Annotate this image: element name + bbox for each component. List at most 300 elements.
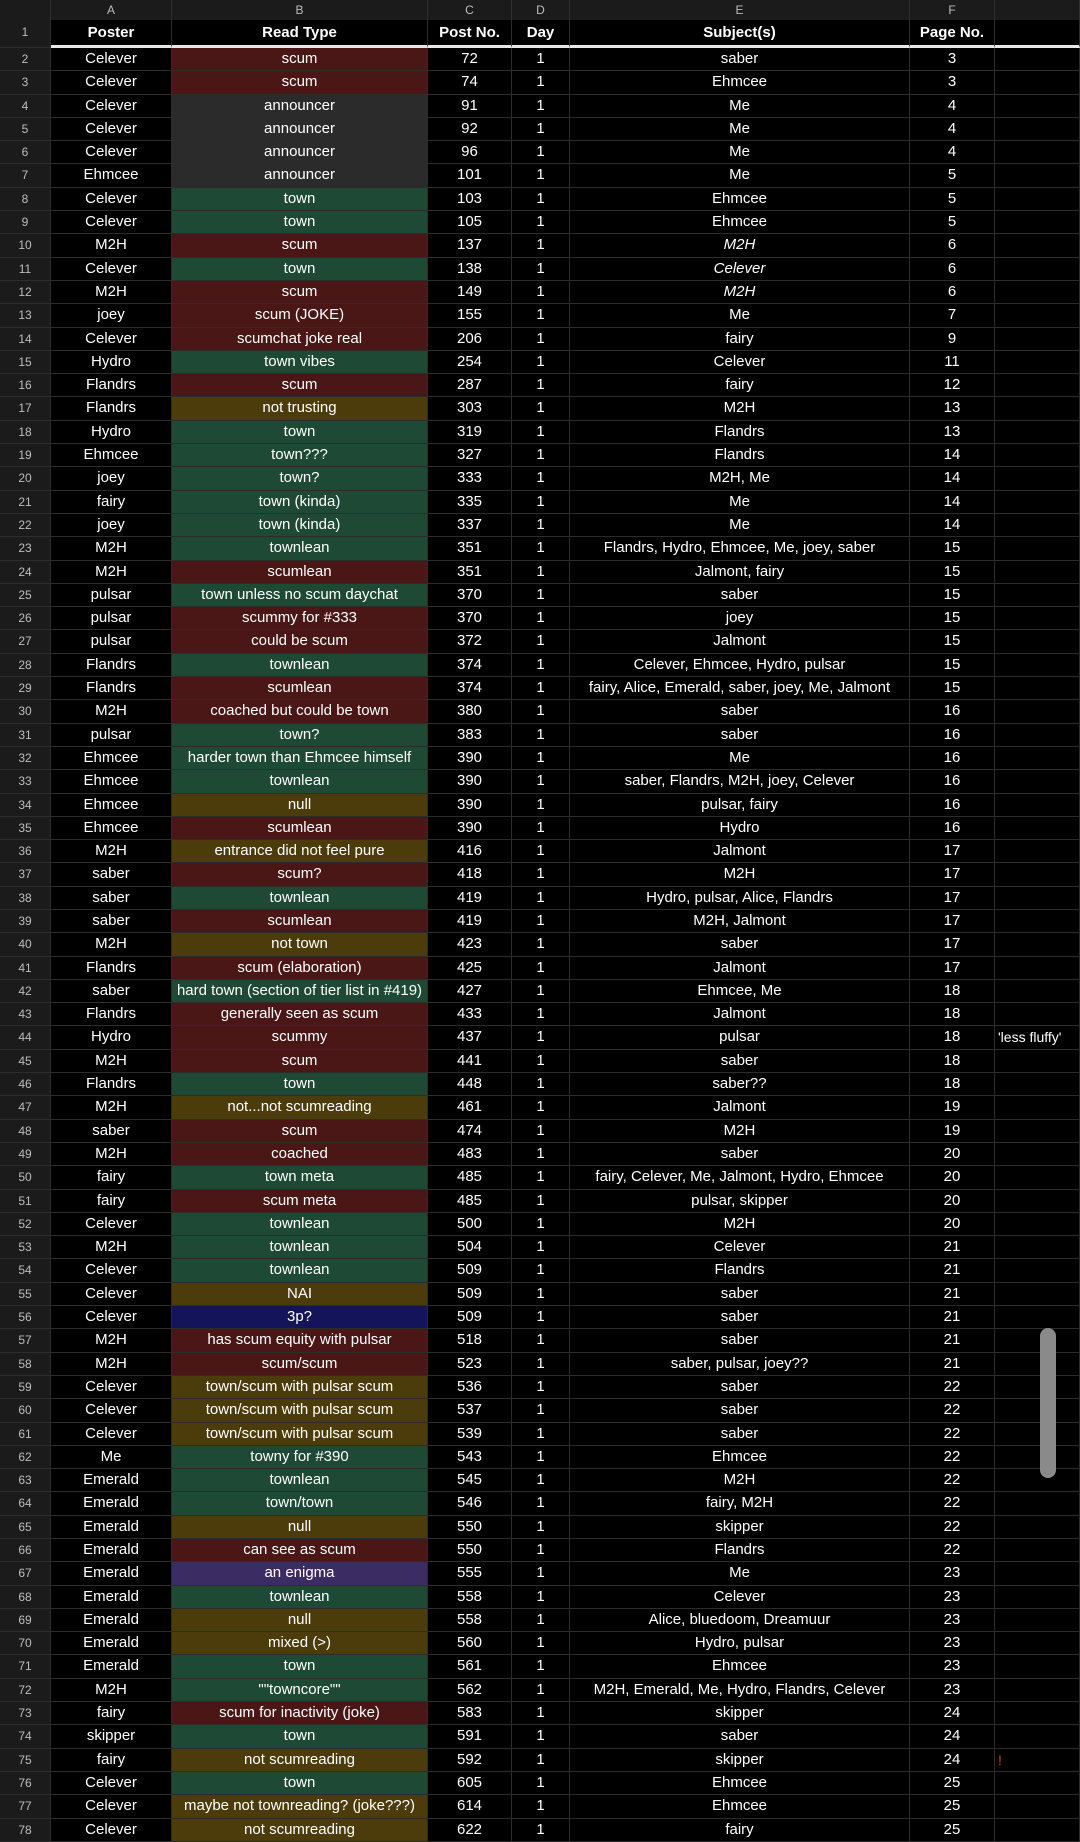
cell-post-no[interactable]: 485 (428, 1166, 512, 1189)
cell-post-no[interactable]: 287 (428, 374, 512, 397)
cell-day[interactable]: 1 (512, 910, 570, 933)
cell-read-type[interactable]: townlean (172, 1586, 428, 1609)
cell-read-type[interactable]: scum (JOKE) (172, 304, 428, 327)
cell-page-no[interactable]: 23 (910, 1586, 995, 1609)
cell-read-type[interactable]: an enigma (172, 1562, 428, 1585)
cell-poster[interactable]: saber (51, 1120, 172, 1143)
cell-subjects[interactable]: saber (570, 1283, 910, 1306)
cell-extra[interactable] (995, 654, 1080, 677)
cell-poster[interactable]: Celever (51, 1819, 172, 1842)
cell-read-type[interactable]: scum? (172, 863, 428, 886)
row-number[interactable]: 78 (0, 1819, 51, 1842)
cell-post-no[interactable]: 105 (428, 211, 512, 234)
cell-subjects[interactable]: Jalmont (570, 1096, 910, 1119)
row-number[interactable]: 22 (0, 514, 51, 537)
cell-day[interactable]: 1 (512, 1492, 570, 1515)
cell-post-no[interactable]: 605 (428, 1772, 512, 1795)
cell-subjects[interactable]: pulsar, fairy (570, 794, 910, 817)
cell-page-no[interactable]: 22 (910, 1423, 995, 1446)
cell-extra[interactable] (995, 491, 1080, 514)
cell-poster[interactable]: joey (51, 304, 172, 327)
cell-poster[interactable]: Hydro (51, 1026, 172, 1049)
cell-extra[interactable] (995, 1236, 1080, 1259)
cell-page-no[interactable]: 12 (910, 374, 995, 397)
cell-day[interactable]: 1 (512, 1026, 570, 1049)
cell-extra[interactable] (995, 747, 1080, 770)
cell-post-no[interactable]: 509 (428, 1283, 512, 1306)
cell-extra[interactable] (995, 188, 1080, 211)
cell-read-type[interactable]: town (172, 258, 428, 281)
cell-day[interactable]: 1 (512, 1399, 570, 1422)
row-number[interactable]: 41 (0, 957, 51, 980)
cell-day[interactable]: 1 (512, 1306, 570, 1329)
cell-read-type[interactable]: town? (172, 724, 428, 747)
cell-day[interactable]: 1 (512, 817, 570, 840)
cell-post-no[interactable]: 92 (428, 118, 512, 141)
cell-poster[interactable]: saber (51, 863, 172, 886)
cell-subjects[interactable]: saber (570, 1423, 910, 1446)
cell-day[interactable]: 1 (512, 351, 570, 374)
cell-page-no[interactable]: 17 (910, 887, 995, 910)
column-header-f[interactable]: F (910, 0, 995, 20)
row-number[interactable]: 50 (0, 1166, 51, 1189)
row-number[interactable]: 43 (0, 1003, 51, 1026)
cell-post-no[interactable]: 380 (428, 700, 512, 723)
cell-post-no[interactable]: 390 (428, 817, 512, 840)
cell-extra[interactable] (995, 1399, 1080, 1422)
cell-day[interactable]: 1 (512, 1143, 570, 1166)
cell-post-no[interactable]: 546 (428, 1492, 512, 1515)
cell-extra[interactable] (995, 1120, 1080, 1143)
cell-read-type[interactable]: town (172, 1772, 428, 1795)
cell-page-no[interactable]: 14 (910, 491, 995, 514)
cell-post-no[interactable]: 206 (428, 328, 512, 351)
cell-day[interactable]: 1 (512, 1190, 570, 1213)
cell-page-no[interactable]: 6 (910, 234, 995, 257)
cell-poster[interactable]: Me (51, 1446, 172, 1469)
row-number[interactable]: 18 (0, 421, 51, 444)
cell-extra[interactable] (995, 234, 1080, 257)
cell-post-no[interactable]: 474 (428, 1120, 512, 1143)
cell-post-no[interactable]: 74 (428, 71, 512, 94)
cell-read-type[interactable]: null (172, 794, 428, 817)
cell-subjects[interactable]: M2H (570, 863, 910, 886)
cell-post-no[interactable]: 383 (428, 724, 512, 747)
cell-read-type[interactable]: announcer (172, 141, 428, 164)
cell-poster[interactable]: saber (51, 910, 172, 933)
header-cell-post-no[interactable]: Post No. (428, 20, 512, 48)
cell-read-type[interactable]: coached but could be town (172, 700, 428, 723)
cell-day[interactable]: 1 (512, 1446, 570, 1469)
cell-extra[interactable] (995, 817, 1080, 840)
cell-poster[interactable]: M2H (51, 700, 172, 723)
cell-day[interactable]: 1 (512, 164, 570, 187)
cell-subjects[interactable]: Flandrs (570, 1259, 910, 1282)
cell-post-no[interactable]: 427 (428, 980, 512, 1003)
cell-day[interactable]: 1 (512, 770, 570, 793)
cell-day[interactable]: 1 (512, 491, 570, 514)
cell-day[interactable]: 1 (512, 1236, 570, 1259)
cell-extra[interactable] (995, 71, 1080, 94)
cell-extra[interactable] (995, 1516, 1080, 1539)
cell-post-no[interactable]: 485 (428, 1190, 512, 1213)
cell-day[interactable]: 1 (512, 444, 570, 467)
cell-read-type[interactable]: scum (172, 281, 428, 304)
row-number[interactable]: 11 (0, 258, 51, 281)
cell-day[interactable]: 1 (512, 48, 570, 71)
row-number[interactable]: 65 (0, 1516, 51, 1539)
cell-day[interactable]: 1 (512, 397, 570, 420)
cell-subjects[interactable]: Me (570, 514, 910, 537)
cell-day[interactable]: 1 (512, 1166, 570, 1189)
cell-day[interactable]: 1 (512, 1423, 570, 1446)
cell-extra[interactable] (995, 48, 1080, 71)
cell-page-no[interactable]: 21 (910, 1329, 995, 1352)
cell-extra[interactable] (995, 933, 1080, 956)
cell-subjects[interactable]: M2H, Jalmont (570, 910, 910, 933)
cell-subjects[interactable]: saber (570, 1329, 910, 1352)
cell-poster[interactable]: Celever (51, 71, 172, 94)
cell-poster[interactable]: Celever (51, 211, 172, 234)
row-number[interactable]: 64 (0, 1492, 51, 1515)
cell-subjects[interactable]: Me (570, 491, 910, 514)
cell-extra[interactable] (995, 1306, 1080, 1329)
cell-extra[interactable] (995, 630, 1080, 653)
cell-page-no[interactable]: 23 (910, 1655, 995, 1678)
row-number[interactable]: 73 (0, 1702, 51, 1725)
cell-subjects[interactable]: skipper (570, 1702, 910, 1725)
cell-extra[interactable] (995, 374, 1080, 397)
cell-page-no[interactable]: 4 (910, 141, 995, 164)
cell-day[interactable]: 1 (512, 1050, 570, 1073)
cell-page-no[interactable]: 23 (910, 1562, 995, 1585)
cell-read-type[interactable]: scum (elaboration) (172, 957, 428, 980)
cell-post-no[interactable]: 523 (428, 1353, 512, 1376)
cell-post-no[interactable]: 483 (428, 1143, 512, 1166)
cell-read-type[interactable]: town/town (172, 1492, 428, 1515)
cell-poster[interactable]: pulsar (51, 607, 172, 630)
cell-day[interactable]: 1 (512, 1749, 570, 1772)
cell-read-type[interactable]: not scumreading (172, 1749, 428, 1772)
cell-subjects[interactable]: Ehmcee (570, 1795, 910, 1818)
cell-read-type[interactable]: town (172, 421, 428, 444)
cell-read-type[interactable]: scum (172, 71, 428, 94)
cell-page-no[interactable]: 24 (910, 1749, 995, 1772)
row-number[interactable]: 40 (0, 933, 51, 956)
cell-subjects[interactable]: Ehmcee (570, 211, 910, 234)
cell-subjects[interactable]: Me (570, 304, 910, 327)
cell-read-type[interactable]: townlean (172, 1213, 428, 1236)
cell-post-no[interactable]: 418 (428, 863, 512, 886)
cell-post-no[interactable]: 327 (428, 444, 512, 467)
cell-poster[interactable]: M2H (51, 1143, 172, 1166)
cell-page-no[interactable]: 22 (910, 1469, 995, 1492)
row-number[interactable]: 45 (0, 1050, 51, 1073)
column-header-c[interactable]: C (428, 0, 512, 20)
cell-extra[interactable] (995, 258, 1080, 281)
cell-extra[interactable] (995, 607, 1080, 630)
cell-extra[interactable] (995, 1003, 1080, 1026)
cell-read-type[interactable]: has scum equity with pulsar (172, 1329, 428, 1352)
cell-subjects[interactable]: saber, Flandrs, M2H, joey, Celever (570, 770, 910, 793)
cell-page-no[interactable]: 17 (910, 840, 995, 863)
cell-read-type[interactable]: town (172, 1725, 428, 1748)
cell-read-type[interactable]: town vibes (172, 351, 428, 374)
cell-page-no[interactable]: 23 (910, 1609, 995, 1632)
cell-page-no[interactable]: 4 (910, 118, 995, 141)
cell-read-type[interactable]: townlean (172, 1236, 428, 1259)
cell-poster[interactable]: Emerald (51, 1539, 172, 1562)
cell-extra[interactable] (995, 1073, 1080, 1096)
cell-post-no[interactable]: 504 (428, 1236, 512, 1259)
cell-poster[interactable]: Flandrs (51, 397, 172, 420)
cell-poster[interactable]: M2H (51, 1329, 172, 1352)
cell-post-no[interactable]: 351 (428, 537, 512, 560)
cell-poster[interactable]: Ehmcee (51, 747, 172, 770)
cell-page-no[interactable]: 5 (910, 164, 995, 187)
cell-day[interactable]: 1 (512, 1353, 570, 1376)
row-number[interactable]: 35 (0, 817, 51, 840)
cell-post-no[interactable]: 372 (428, 630, 512, 653)
cell-post-no[interactable]: 333 (428, 467, 512, 490)
cell-page-no[interactable]: 16 (910, 794, 995, 817)
cell-read-type[interactable]: townlean (172, 1469, 428, 1492)
cell-read-type[interactable]: null (172, 1516, 428, 1539)
cell-post-no[interactable]: 72 (428, 48, 512, 71)
header-cell-page-no[interactable]: Page No. (910, 20, 995, 48)
cell-page-no[interactable]: 24 (910, 1702, 995, 1725)
cell-day[interactable]: 1 (512, 1283, 570, 1306)
cell-poster[interactable]: Emerald (51, 1469, 172, 1492)
row-number[interactable]: 25 (0, 584, 51, 607)
cell-day[interactable]: 1 (512, 1120, 570, 1143)
cell-page-no[interactable]: 14 (910, 444, 995, 467)
cell-read-type[interactable]: scummy (172, 1026, 428, 1049)
cell-page-no[interactable]: 15 (910, 677, 995, 700)
cell-subjects[interactable]: saber (570, 1306, 910, 1329)
row-number[interactable]: 12 (0, 281, 51, 304)
cell-post-no[interactable]: 103 (428, 188, 512, 211)
cell-subjects[interactable]: fairy, M2H (570, 1492, 910, 1515)
cell-read-type[interactable]: mixed (>) (172, 1632, 428, 1655)
row-number[interactable]: 70 (0, 1632, 51, 1655)
cell-subjects[interactable]: saber (570, 700, 910, 723)
cell-subjects[interactable]: fairy (570, 1819, 910, 1842)
cell-read-type[interactable]: town? (172, 467, 428, 490)
cell-page-no[interactable]: 6 (910, 281, 995, 304)
column-header-a[interactable]: A (51, 0, 172, 20)
row-number[interactable]: 7 (0, 164, 51, 187)
cell-subjects[interactable]: saber (570, 1725, 910, 1748)
cell-read-type[interactable]: scumchat joke real (172, 328, 428, 351)
cell-subjects[interactable]: Me (570, 747, 910, 770)
cell-post-no[interactable]: 390 (428, 747, 512, 770)
cell-subjects[interactable]: fairy (570, 374, 910, 397)
header-cell-read-type[interactable]: Read Type (172, 20, 428, 48)
cell-page-no[interactable]: 25 (910, 1772, 995, 1795)
cell-post-no[interactable]: 149 (428, 281, 512, 304)
cell-post-no[interactable]: 96 (428, 141, 512, 164)
cell-subjects[interactable]: Ehmcee (570, 1655, 910, 1678)
cell-day[interactable]: 1 (512, 1609, 570, 1632)
cell-extra[interactable] (995, 957, 1080, 980)
header-cell-day[interactable]: Day (512, 20, 570, 48)
row-number[interactable]: 10 (0, 234, 51, 257)
cell-poster[interactable]: Emerald (51, 1609, 172, 1632)
cell-subjects[interactable]: Celever (570, 1586, 910, 1609)
cell-page-no[interactable]: 14 (910, 514, 995, 537)
cell-subjects[interactable]: M2H (570, 281, 910, 304)
row-number[interactable]: 6 (0, 141, 51, 164)
row-number[interactable]: 63 (0, 1469, 51, 1492)
cell-poster[interactable]: M2H (51, 933, 172, 956)
cell-read-type[interactable]: scum (172, 234, 428, 257)
cell-poster[interactable]: Ehmcee (51, 164, 172, 187)
cell-day[interactable]: 1 (512, 1329, 570, 1352)
cell-extra[interactable] (995, 304, 1080, 327)
cell-post-no[interactable]: 539 (428, 1423, 512, 1446)
cell-poster[interactable]: Celever (51, 1283, 172, 1306)
cell-read-type[interactable]: hard town (section of tier list in #419) (172, 980, 428, 1003)
cell-day[interactable]: 1 (512, 654, 570, 677)
cell-poster[interactable]: pulsar (51, 724, 172, 747)
cell-post-no[interactable]: 335 (428, 491, 512, 514)
cell-subjects[interactable]: Ehmcee (570, 188, 910, 211)
cell-page-no[interactable]: 15 (910, 607, 995, 630)
cell-page-no[interactable]: 16 (910, 817, 995, 840)
cell-read-type[interactable]: maybe not townreading? (joke???) (172, 1795, 428, 1818)
cell-post-no[interactable]: 536 (428, 1376, 512, 1399)
cell-poster[interactable]: skipper (51, 1725, 172, 1748)
cell-post-no[interactable]: 138 (428, 258, 512, 281)
cell-day[interactable]: 1 (512, 933, 570, 956)
cell-poster[interactable]: M2H (51, 281, 172, 304)
cell-subjects[interactable]: M2H (570, 397, 910, 420)
cell-subjects[interactable]: Me (570, 95, 910, 118)
cell-page-no[interactable]: 16 (910, 770, 995, 793)
cell-extra[interactable] (995, 770, 1080, 793)
cell-day[interactable]: 1 (512, 328, 570, 351)
row-number[interactable]: 58 (0, 1353, 51, 1376)
row-number[interactable]: 8 (0, 188, 51, 211)
cell-extra[interactable] (995, 1423, 1080, 1446)
cell-subjects[interactable]: saber, pulsar, joey?? (570, 1353, 910, 1376)
cell-page-no[interactable]: 21 (910, 1236, 995, 1259)
cell-page-no[interactable]: 22 (910, 1539, 995, 1562)
cell-poster[interactable]: Ehmcee (51, 444, 172, 467)
cell-post-no[interactable]: 337 (428, 514, 512, 537)
row-number[interactable]: 44 (0, 1026, 51, 1049)
cell-extra[interactable]: 'less fluffy' (995, 1026, 1080, 1049)
cell-extra[interactable] (995, 514, 1080, 537)
cell-page-no[interactable]: 16 (910, 747, 995, 770)
cell-subjects[interactable]: skipper (570, 1516, 910, 1539)
cell-poster[interactable]: Flandrs (51, 374, 172, 397)
cell-read-type[interactable]: town meta (172, 1166, 428, 1189)
cell-day[interactable]: 1 (512, 1772, 570, 1795)
cell-day[interactable]: 1 (512, 258, 570, 281)
cell-subjects[interactable]: joey (570, 607, 910, 630)
cell-poster[interactable]: Celever (51, 1259, 172, 1282)
cell-read-type[interactable]: towny for #390 (172, 1446, 428, 1469)
cell-page-no[interactable]: 21 (910, 1353, 995, 1376)
cell-page-no[interactable]: 18 (910, 1073, 995, 1096)
cell-subjects[interactable]: fairy (570, 328, 910, 351)
cell-extra[interactable] (995, 1329, 1080, 1352)
cell-day[interactable]: 1 (512, 374, 570, 397)
cell-extra[interactable] (995, 1376, 1080, 1399)
cell-subjects[interactable]: saber (570, 584, 910, 607)
cell-subjects[interactable]: fairy, Alice, Emerald, saber, joey, Me, Jalmont (570, 677, 910, 700)
cell-day[interactable]: 1 (512, 584, 570, 607)
cell-subjects[interactable]: Jalmont, fairy (570, 561, 910, 584)
cell-day[interactable]: 1 (512, 630, 570, 653)
cell-poster[interactable]: fairy (51, 1190, 172, 1213)
cell-subjects[interactable]: saber?? (570, 1073, 910, 1096)
cell-page-no[interactable]: 18 (910, 1050, 995, 1073)
cell-extra[interactable] (995, 1283, 1080, 1306)
cell-day[interactable]: 1 (512, 95, 570, 118)
cell-post-no[interactable]: 509 (428, 1259, 512, 1282)
cell-extra[interactable] (995, 281, 1080, 304)
cell-subjects[interactable]: Ehmcee (570, 71, 910, 94)
cell-day[interactable]: 1 (512, 1213, 570, 1236)
cell-day[interactable]: 1 (512, 514, 570, 537)
cell-extra[interactable] (995, 1259, 1080, 1282)
cell-extra[interactable] (995, 537, 1080, 560)
cell-page-no[interactable]: 21 (910, 1259, 995, 1282)
row-number[interactable]: 27 (0, 630, 51, 653)
cell-post-no[interactable]: 561 (428, 1655, 512, 1678)
row-number[interactable]: 1 (0, 20, 51, 48)
cell-post-no[interactable]: 509 (428, 1306, 512, 1329)
cell-subjects[interactable]: Ehmcee (570, 1772, 910, 1795)
cell-day[interactable]: 1 (512, 863, 570, 886)
cell-subjects[interactable]: M2H (570, 1120, 910, 1143)
cell-post-no[interactable]: 91 (428, 95, 512, 118)
cell-extra[interactable] (995, 467, 1080, 490)
cell-extra[interactable] (995, 887, 1080, 910)
row-number[interactable]: 62 (0, 1446, 51, 1469)
cell-page-no[interactable]: 17 (910, 863, 995, 886)
row-number[interactable]: 72 (0, 1679, 51, 1702)
cell-post-no[interactable]: 591 (428, 1725, 512, 1748)
cell-post-no[interactable]: 560 (428, 1632, 512, 1655)
row-number[interactable]: 47 (0, 1096, 51, 1119)
cell-read-type[interactable]: NAI (172, 1283, 428, 1306)
cell-read-type[interactable]: scum for inactivity (joke) (172, 1702, 428, 1725)
cell-day[interactable]: 1 (512, 188, 570, 211)
cell-page-no[interactable]: 22 (910, 1446, 995, 1469)
cell-poster[interactable]: Celever (51, 1399, 172, 1422)
cell-read-type[interactable]: town/scum with pulsar scum (172, 1399, 428, 1422)
cell-day[interactable]: 1 (512, 118, 570, 141)
cell-extra[interactable] (995, 1632, 1080, 1655)
cell-extra[interactable] (995, 211, 1080, 234)
cell-read-type[interactable]: scum (172, 1050, 428, 1073)
cell-page-no[interactable]: 17 (910, 933, 995, 956)
cell-post-no[interactable]: 558 (428, 1586, 512, 1609)
cell-poster[interactable]: Ehmcee (51, 770, 172, 793)
cell-subjects[interactable]: saber (570, 48, 910, 71)
cell-post-no[interactable]: 374 (428, 677, 512, 700)
cell-read-type[interactable]: scum (172, 48, 428, 71)
cell-read-type[interactable]: generally seen as scum (172, 1003, 428, 1026)
row-number[interactable]: 71 (0, 1655, 51, 1678)
cell-extra[interactable] (995, 1819, 1080, 1842)
cell-post-no[interactable]: 101 (428, 164, 512, 187)
cell-page-no[interactable]: 22 (910, 1516, 995, 1539)
